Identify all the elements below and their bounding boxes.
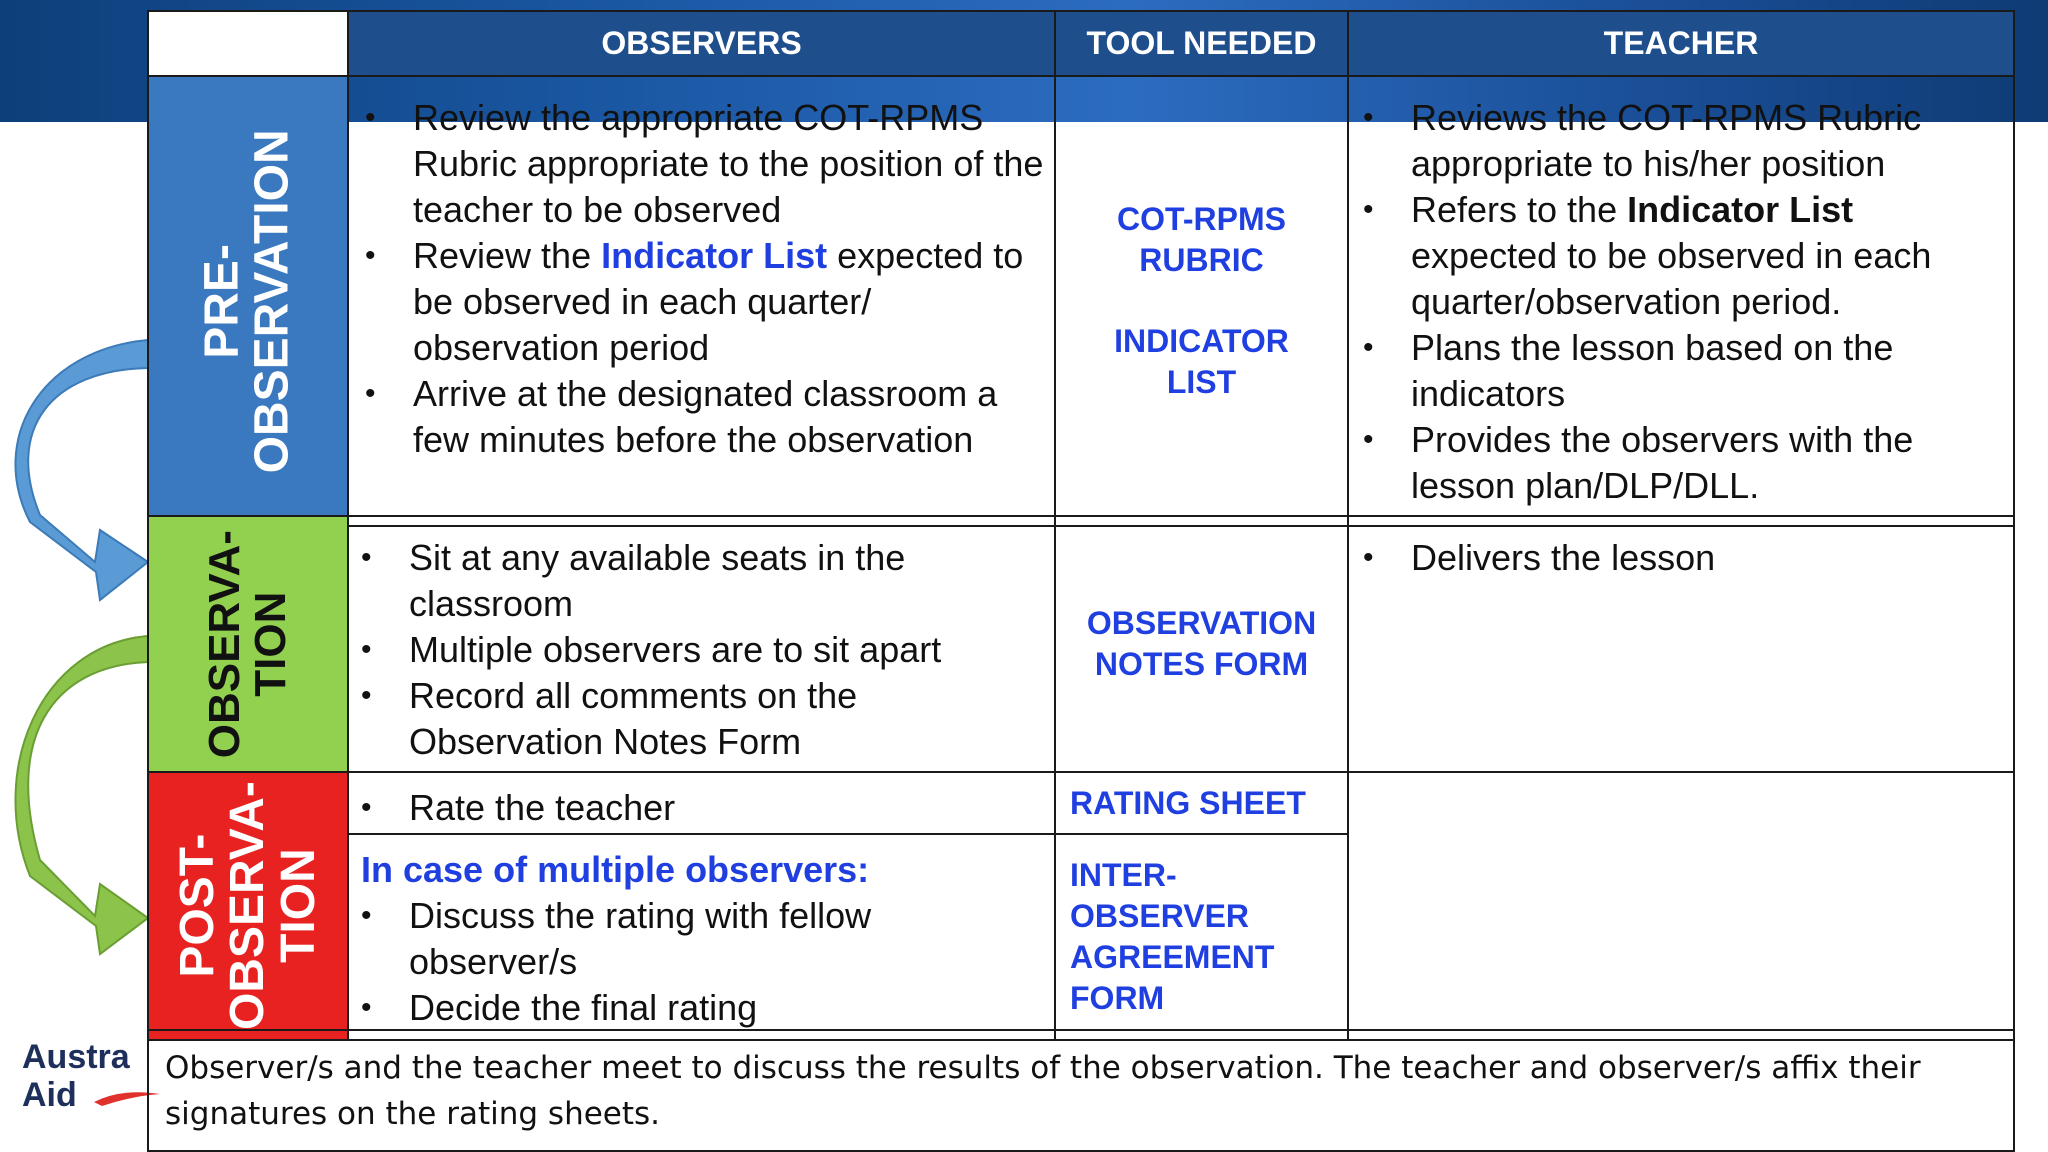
list-item: • Rate the teacher xyxy=(361,785,1044,831)
header-tool-needed: TOOL NEEDED xyxy=(1054,10,1349,77)
text-span: expected to be observed in each quarter/ observation period xyxy=(413,235,1024,368)
tool-observation-notes-line-1: OBSERVATION xyxy=(1086,605,1317,641)
phase-pre-observation-label: PRE- OBSERVATION xyxy=(195,128,300,474)
phase-observation xyxy=(147,515,349,773)
list-item: • Provides the observers with the lesson plan/DLP/DLL. xyxy=(1363,417,2003,509)
list-item xyxy=(365,233,1044,371)
text-span: Refers to the xyxy=(1411,189,1628,230)
phase-pre-observation xyxy=(147,75,349,527)
phase-post-observation xyxy=(147,771,349,1041)
observation-tools-cell xyxy=(1054,515,1349,773)
flow-arrow-green xyxy=(15,636,148,954)
header-corner xyxy=(147,10,349,77)
list-item xyxy=(1363,187,2003,325)
list-item: • Delivers the lesson xyxy=(1363,535,2003,581)
observation-observers-cell xyxy=(347,515,1056,773)
tool-inter-observer-line-4: FORM xyxy=(1070,980,1165,1016)
tool-indicator-list-line-1: INDICATOR xyxy=(1114,323,1289,359)
tool-indicator-list-line-2: LIST xyxy=(1166,364,1237,400)
australian-aid-logo xyxy=(22,1038,162,1118)
tool-observation-notes-line-2: NOTES FORM xyxy=(1094,646,1309,682)
tool-rating-sheet: RATING SHEET xyxy=(1070,784,1306,821)
flow-arrows xyxy=(0,300,160,980)
footer-note-line-2: signatures on the rating sheets. xyxy=(165,1096,661,1132)
indicator-list-highlight: Indicator List xyxy=(601,235,828,276)
post-observation-observers-bottom-cell xyxy=(347,833,1056,1041)
pre-observation-teacher-cell xyxy=(1347,75,2015,527)
post-observation-teacher-cell xyxy=(1347,771,2015,1041)
post-observation-observers-top-cell xyxy=(347,771,1056,835)
phase-observation-label: OBSERVA- TION xyxy=(199,529,295,759)
pre-observation-observers-cell xyxy=(347,75,1056,527)
tool-cot-rpms-line-2: RUBRIC xyxy=(1139,242,1264,278)
list-item: • Record all comments on the Observation Notes Form xyxy=(361,673,1044,765)
post-observation-tool-bottom-cell xyxy=(1054,833,1349,1041)
logo-line-2: Aid xyxy=(22,1076,77,1114)
tool-inter-observer-line-2: OBSERVER xyxy=(1070,898,1250,934)
header-observers: OBSERVERS xyxy=(347,10,1056,77)
observation-teacher-cell xyxy=(1347,515,2015,773)
flow-arrow-blue xyxy=(15,340,148,600)
tool-inter-observer-line-1: INTER- xyxy=(1070,857,1177,893)
list-item: • Review the appropriate COT-RPMS Rubric appropriate to the position of the teacher to be observed xyxy=(365,95,1044,233)
list-item: • Plans the lesson based on the indicators xyxy=(1363,325,2003,417)
multiple-observers-heading: In case of multiple observers: xyxy=(361,849,870,890)
tool-inter-observer-line-3: AGREEMENT xyxy=(1070,939,1275,975)
text-span: expected to be observed in each quarter/observation period. xyxy=(1411,235,1932,322)
indicator-list-highlight: Indicator List xyxy=(1627,189,1854,230)
text-span: Review the xyxy=(413,235,602,276)
post-observation-tool-top-cell xyxy=(1054,771,1349,835)
footer-note-cell xyxy=(147,1029,2015,1152)
observation-process-table xyxy=(147,10,2015,1152)
list-item: • Sit at any available seats in the classroom xyxy=(361,535,1044,627)
list-item: • Arrive at the designated classroom a few minutes before the observation xyxy=(365,371,1044,463)
list-item: • Multiple observers are to sit apart xyxy=(361,627,1044,673)
pre-observation-tools-cell xyxy=(1054,75,1349,527)
header-teacher: TEACHER xyxy=(1347,10,2015,77)
logo-line-1: Austra xyxy=(22,1038,130,1076)
tool-cot-rpms-line-1: COT-RPMS xyxy=(1117,201,1286,237)
list-item: • Discuss the rating with fellow observer/s xyxy=(361,893,1044,985)
list-item: • Reviews the COT-RPMS Rubric appropriate to his/her position xyxy=(1363,95,2003,187)
footer-note-line-1: Observer/s and the teacher meet to discuss the results of the observation. The teacher and observer/s affix their xyxy=(165,1050,1921,1086)
phase-post-observation-label: POST- OBSERVA- TION xyxy=(170,781,325,1031)
list-item: • Decide the final rating xyxy=(361,985,1044,1031)
